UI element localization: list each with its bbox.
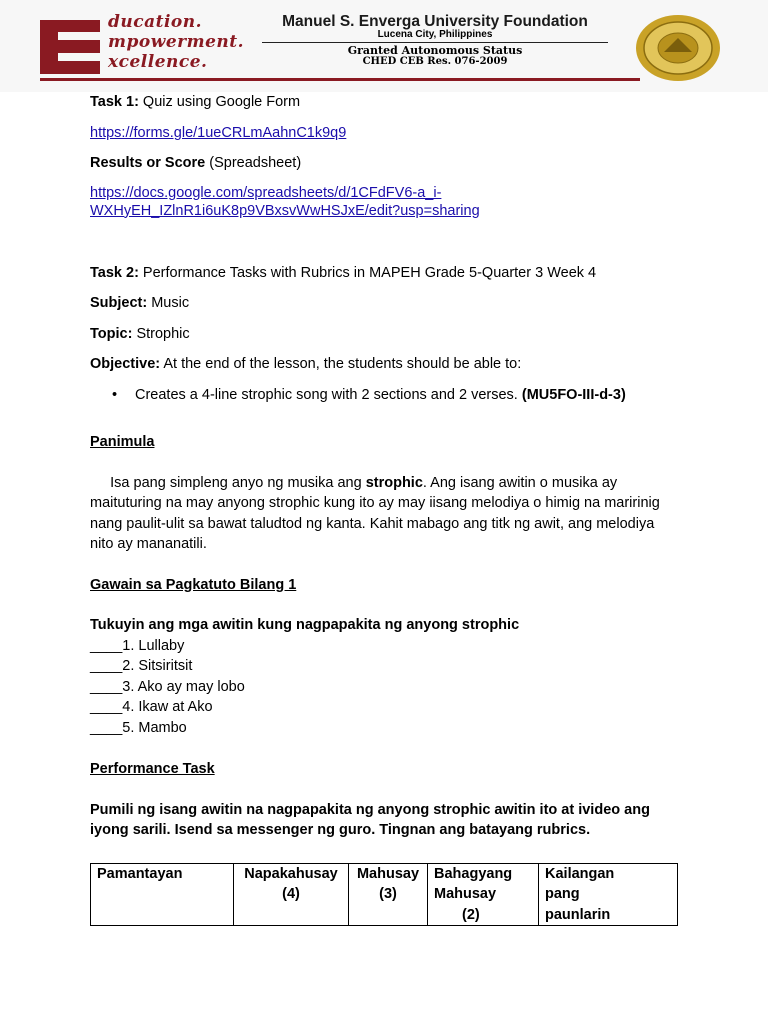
university-seal-icon (634, 14, 722, 82)
university-name: Manuel S. Enverga University Foundation (282, 13, 588, 30)
task2-text: Performance Tasks with Rubrics in MAPEH Grade 5-Quarter 3 Week 4 (138, 264, 597, 281)
university-city: Lucena City, Philippines (377, 29, 493, 40)
rubric-col-pamantayan (91, 863, 234, 926)
performance-instruction: Pumili ng isang awitin na nagpapakita ng anyong strophic awitin ito at ivideo ang iyong sarili. Isend sa messenger ng guro. Tingnan ang batayang rubrics. (90, 801, 650, 838)
gawain-item-2: ____2. Sitsiritsit (90, 658, 193, 674)
rubric-bahagyang-score: (2) (462, 906, 480, 923)
panimula-paragraph (90, 473, 680, 555)
rubric-bahagyang-label-1: Bahagyang (434, 865, 513, 882)
performance-heading: Performance Task (90, 761, 215, 777)
motto-line-3: xcellence. (108, 52, 208, 72)
objective-line (90, 354, 680, 375)
rubric-col-mahusay (349, 863, 428, 926)
spreadsheet-link-part-1[interactable]: https://docs.google.com/spreadsheets/d/1CFdFV6-a_i- (90, 184, 442, 201)
gawain-item-4: ____4. Ikaw at Ako (90, 699, 213, 715)
rubric-col-bahagyang-mahusay (428, 863, 539, 926)
form-link-line (90, 123, 680, 144)
rubric-table (90, 863, 678, 927)
task1-line (90, 92, 680, 113)
objective-bullet (90, 385, 680, 406)
topic-value: Strophic (132, 325, 190, 342)
task1-label: Task 1: (90, 94, 139, 110)
university-e-logo-icon (40, 20, 100, 74)
task1-text: Quiz using Google Form (138, 94, 301, 110)
gawain-item-5: ____5. Mambo (90, 719, 187, 736)
rubric-napakahusay-score: (4) (282, 886, 300, 902)
panimula-bold-word: strophic (365, 474, 423, 491)
panimula-heading: Panimula (90, 434, 155, 450)
header-underline (40, 78, 640, 81)
google-form-link[interactable]: https://forms.gle/1ueCRLmAahnC1k9q9 (90, 124, 347, 141)
results-label: Results or Score (90, 155, 206, 171)
rubric-napakahusay-label: Napakahusay (244, 865, 338, 882)
rubric-col-napakahusay (234, 863, 349, 926)
panimula-text-before: Isa pang simpleng anyo ng musika ang (90, 474, 366, 491)
rubric-header-row (91, 863, 678, 926)
spreadsheet-link-part-2[interactable]: WXHyEH_IZlnR1i6uK8p9VBxsvWwHSJxE/edit?usp=sharing (90, 202, 480, 219)
spreadsheet-link-line (90, 184, 680, 220)
rubric-kailangan-label-3: paunlarin (545, 906, 611, 923)
document-body (90, 92, 680, 926)
subject-value: Music (147, 295, 190, 311)
header-divider (262, 42, 608, 43)
results-line (90, 153, 680, 174)
motto-line-2: mpowerment. (108, 32, 245, 52)
objective-label: Objective: (90, 356, 161, 372)
task2-line (90, 263, 680, 284)
objective-code: (MU5FO-III-d-3) (521, 386, 626, 403)
gawain-item-3: ____3. Ako ay may lobo (90, 678, 245, 695)
rubric-kailangan-label-2: pang (545, 886, 580, 902)
subject-line (90, 293, 680, 314)
panimula-text-after: . Ang isang awitin o musika ay maituturing na may anyong strophic kung ito ay may iisang melodiya o himig na maririnig nang paulit-ulit sa bawat taludtod ng kanta. Kahit mabago ang titk ng awit, ang melodiya nito ay mananatili. (90, 474, 664, 552)
motto-line-1: ducation. (108, 12, 203, 32)
gawain-heading: Gawain sa Pagkatuto Bilang 1 (90, 576, 297, 593)
gawain-item-1: ____1. Lullaby (90, 637, 185, 654)
gawain-instruction: Tukuyin ang mga awitin kung nagpapakita ng anyong strophic (90, 617, 520, 633)
topic-label: Topic: (90, 325, 133, 342)
autonomous-status: Granted Autonomous Status (347, 44, 523, 57)
task2-label: Task 2: (90, 264, 139, 281)
results-text: (Spreadsheet) (205, 155, 302, 171)
objective-bullet-text: Creates a 4-line strophic song with 2 sections and 2 verses. (135, 386, 522, 403)
bullet-glyph: • (112, 386, 118, 403)
rubric-col-kailangan (539, 863, 678, 926)
topic-line (90, 324, 680, 345)
subject-label: Subject: (90, 295, 148, 311)
rubric-mahusay-score: (3) (379, 886, 397, 902)
letterhead (0, 0, 768, 92)
objective-text: At the end of the lesson, the students should be able to: (160, 356, 522, 372)
rubric-mahusay-label: Mahusay (356, 865, 420, 882)
ched-resolution: CHED CEB Res. 076-2009 (362, 56, 508, 67)
rubric-col-pamantayan-label: Pamantayan (97, 865, 183, 882)
rubric-kailangan-label-1: Kailangan (545, 865, 615, 882)
rubric-bahagyang-label-2: Mahusay (434, 886, 497, 902)
university-motto (108, 12, 244, 72)
